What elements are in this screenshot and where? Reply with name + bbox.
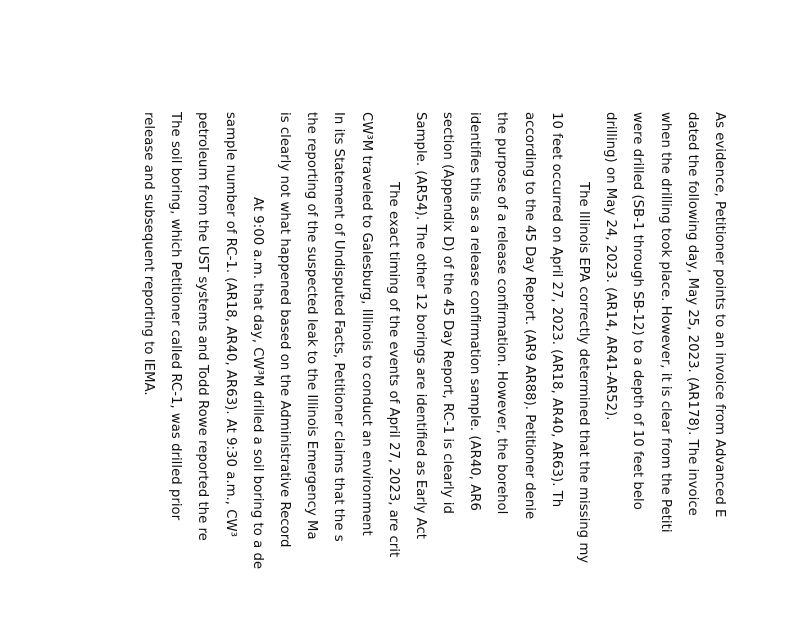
text-line: the purpose of a release confirmation. However, the borehol (494, 112, 510, 515)
text-line: 10 feet occurred on April 27, 2023. (AR18, AR40, AR63). Th (548, 112, 564, 508)
text-line: petroleum from the UST systems and Todd Rowe reported the re (195, 112, 211, 541)
text-line: The Illinois EPA correctly determined that the missing my (576, 182, 592, 564)
text-line: The exact timing of the events of April 27, 2023, are crit (385, 182, 401, 558)
text-line: identifies this as a release confirmation sample. (AR40, AR6 (467, 112, 483, 512)
text-line: Sample. (AR54). The other 12 borings are identified as Early Act (412, 112, 428, 540)
text-line: sample number of RC-1. (AR18, AR40, AR63). At 9:30 a.m., CW³ (222, 112, 238, 537)
text-line: At 9:00 a.m. that day, CW³M drilled a soil boring to a de (249, 197, 265, 570)
text-line: dated the following day, May 25, 2023. (AR178). The invoice (684, 112, 700, 516)
text-line: the reporting of the suspected leak to the Illinois Emergency Ma (304, 112, 320, 540)
text-line: In its Statement of Undisputed Facts, Petitioner claims that the s (331, 112, 347, 542)
text-line: were drilled (SB-1 through SB-12) to a depth of 10 feet belo (630, 112, 646, 510)
document-text-body (135, 112, 733, 618)
text-line: As evidence, Petitioner points to an invoice from Advanced E (712, 112, 727, 518)
text-line: The soil boring, which Petitioner called RC-1, was drilled prior (168, 112, 184, 521)
text-line: CW³M traveled to Galesburg, Illinois to conduct an environment (358, 112, 374, 536)
text-line: drilling) on May 24, 2023. (AR14, AR41-AR52). (603, 112, 619, 421)
text-line: section (Appendix D) of the 45 Day Report, RC-1 is clearly id (440, 112, 456, 514)
text-line: according to the 45 Day Report. (AR9 AR88). Petitioner denie (521, 112, 537, 520)
text-line: is clearly not what happened based on the Administrative Record (277, 112, 292, 548)
text-line: release and subsequent reporting to IEMA. (141, 112, 157, 396)
text-line: when the drilling took place. However, it is clear from the Petiti (657, 112, 673, 533)
